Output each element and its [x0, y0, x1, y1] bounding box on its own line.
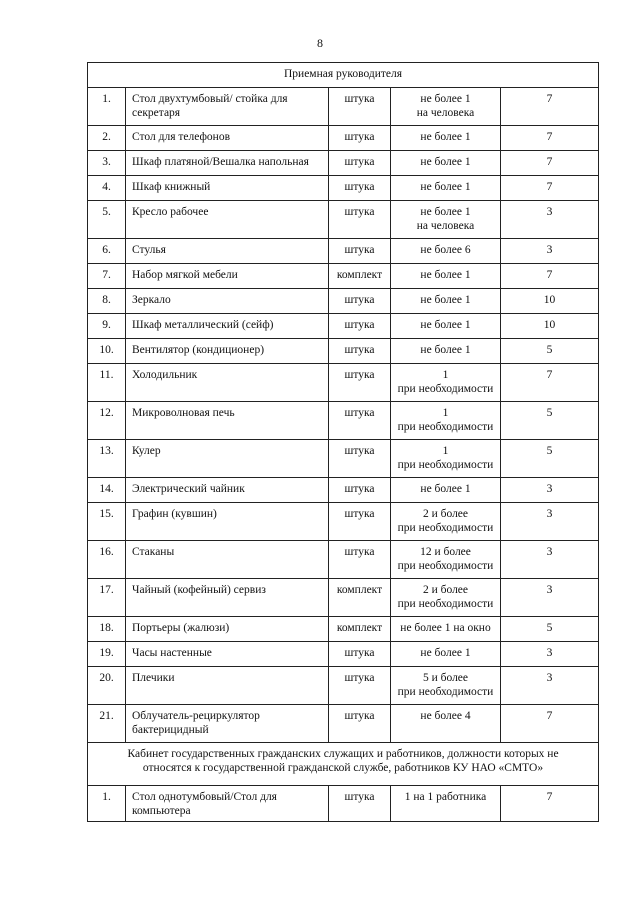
text-line: не более 6 — [420, 244, 471, 256]
text-line: Облучатель-рециркулятор — [132, 710, 260, 722]
item-quantity — [391, 402, 501, 440]
item-name — [126, 289, 329, 314]
row-number: 11. — [88, 364, 126, 402]
text-line: Стол однотумбовый/Стол для — [132, 791, 277, 803]
text-line: Шкаф книжный — [132, 181, 211, 193]
text-line: 1 на 1 работника — [404, 791, 487, 803]
item-name — [126, 402, 329, 440]
section-title — [88, 743, 599, 786]
item-service-life: 10 — [501, 314, 599, 339]
item-service-life: 3 — [501, 642, 599, 667]
item-name — [126, 176, 329, 201]
row-number: 3. — [88, 151, 126, 176]
text-line: Шкаф платяной/Вешалка напольная — [132, 156, 309, 168]
text-line: Зеркало — [132, 294, 171, 306]
item-service-life: 3 — [501, 541, 599, 579]
text-line: 1 — [442, 407, 449, 419]
text-line: Часы настенные — [132, 647, 212, 659]
item-service-life: 5 — [501, 339, 599, 364]
item-service-life: 3 — [501, 478, 599, 503]
section-header-row — [88, 63, 599, 88]
text-line: на человека — [416, 107, 475, 119]
text-line: не более 1 — [420, 156, 471, 168]
table-row — [88, 541, 599, 579]
text-line: бактерицидный — [132, 724, 209, 736]
table-row — [88, 339, 599, 364]
item-unit: штука — [329, 364, 391, 402]
text-line: Кулер — [132, 445, 161, 457]
row-number: 2. — [88, 126, 126, 151]
item-name — [126, 88, 329, 126]
item-name — [126, 478, 329, 503]
row-number: 17. — [88, 579, 126, 617]
item-name — [126, 786, 329, 822]
table-row — [88, 667, 599, 705]
item-service-life: 7 — [501, 705, 599, 743]
item-unit: штука — [329, 478, 391, 503]
item-service-life: 7 — [501, 264, 599, 289]
text-line: 2 и более — [422, 508, 469, 520]
row-number: 16. — [88, 541, 126, 579]
item-unit: штука — [329, 705, 391, 743]
item-quantity — [391, 503, 501, 541]
row-number: 7. — [88, 264, 126, 289]
section-title — [88, 63, 599, 88]
text-line: Стулья — [132, 244, 166, 256]
text-line: 5 и более — [422, 672, 469, 684]
text-line: Плечики — [132, 672, 175, 684]
text-line: Стаканы — [132, 546, 175, 558]
text-line: Стол двухтумбовый/ стойка для — [132, 93, 288, 105]
item-quantity — [391, 314, 501, 339]
item-name — [126, 440, 329, 478]
item-quantity — [391, 126, 501, 151]
table-row — [88, 705, 599, 743]
row-number: 6. — [88, 239, 126, 264]
item-quantity — [391, 440, 501, 478]
table-row — [88, 402, 599, 440]
text-line: не более 1 — [420, 93, 471, 105]
table-row — [88, 176, 599, 201]
text-line: при необходимости — [397, 459, 494, 471]
row-number: 21. — [88, 705, 126, 743]
text-line: не более 1 — [420, 206, 471, 218]
row-number: 4. — [88, 176, 126, 201]
text-line: при необходимости — [397, 421, 494, 433]
text-line: Приемная руководителя — [283, 68, 403, 80]
item-unit: штука — [329, 402, 391, 440]
text-line: Кабинет государственных гражданских служащих и работников, должности которых не — [127, 748, 559, 760]
table-row — [88, 786, 599, 822]
text-line: не более 1 — [420, 319, 471, 331]
table-row — [88, 440, 599, 478]
row-number: 19. — [88, 642, 126, 667]
item-name — [126, 339, 329, 364]
text-line: не более 1 — [420, 344, 471, 356]
table-row — [88, 289, 599, 314]
text-line: не более 1 — [420, 647, 471, 659]
item-service-life: 7 — [501, 176, 599, 201]
item-unit: штука — [329, 88, 391, 126]
text-line: при необходимости — [397, 383, 494, 395]
item-service-life: 5 — [501, 617, 599, 642]
item-service-life: 3 — [501, 579, 599, 617]
item-name — [126, 541, 329, 579]
table-row — [88, 88, 599, 126]
item-name — [126, 239, 329, 264]
table-row — [88, 364, 599, 402]
table-row — [88, 642, 599, 667]
item-service-life: 10 — [501, 289, 599, 314]
row-number: 1. — [88, 88, 126, 126]
item-unit: штука — [329, 541, 391, 579]
item-quantity — [391, 289, 501, 314]
row-number: 14. — [88, 478, 126, 503]
text-line: при необходимости — [397, 522, 494, 534]
item-unit: штука — [329, 201, 391, 239]
text-line: компьютера — [132, 805, 191, 817]
text-line: не более 1 на окно — [400, 622, 491, 634]
text-line: 2 и более — [422, 584, 469, 596]
item-service-life: 7 — [501, 151, 599, 176]
text-line: на человека — [416, 220, 475, 232]
item-service-life: 3 — [501, 503, 599, 541]
page-number: 8 — [317, 36, 323, 50]
item-quantity — [391, 264, 501, 289]
text-line: секретаря — [132, 107, 181, 119]
item-name — [126, 201, 329, 239]
item-unit: штука — [329, 176, 391, 201]
table-row — [88, 314, 599, 339]
item-service-life: 7 — [501, 126, 599, 151]
row-number: 8. — [88, 289, 126, 314]
text-line: при необходимости — [397, 598, 494, 610]
text-line: относятся к государственной гражданской службе, работников КУ НАО «СМТО» — [142, 762, 544, 774]
table-row — [88, 264, 599, 289]
item-unit: штука — [329, 503, 391, 541]
item-name — [126, 126, 329, 151]
row-number: 20. — [88, 667, 126, 705]
text-line: Портьеры (жалюзи) — [132, 622, 230, 634]
text-line: Микроволновая печь — [132, 407, 235, 419]
item-name — [126, 151, 329, 176]
item-service-life: 7 — [501, 88, 599, 126]
item-name — [126, 667, 329, 705]
item-name — [126, 579, 329, 617]
item-unit: штука — [329, 339, 391, 364]
text-line: при необходимости — [397, 560, 494, 572]
text-line: Кресло рабочее — [132, 206, 209, 218]
table-row — [88, 503, 599, 541]
item-service-life: 5 — [501, 440, 599, 478]
text-line: не более 1 — [420, 483, 471, 495]
text-line: Набор мягкой мебели — [132, 269, 238, 281]
item-service-life: 7 — [501, 364, 599, 402]
table-row — [88, 478, 599, 503]
item-quantity — [391, 151, 501, 176]
table-row — [88, 151, 599, 176]
text-line: Электрический чайник — [132, 483, 245, 495]
text-line: Холодильник — [132, 369, 198, 381]
text-line: не более 1 — [420, 181, 471, 193]
table-row — [88, 201, 599, 239]
item-quantity — [391, 364, 501, 402]
item-service-life: 3 — [501, 667, 599, 705]
item-unit: комплект — [329, 579, 391, 617]
text-line: Чайный (кофейный) сервиз — [132, 584, 266, 596]
text-line: при необходимости — [397, 686, 494, 698]
item-unit: штука — [329, 151, 391, 176]
item-quantity — [391, 239, 501, 264]
section-header-row — [88, 743, 599, 786]
table-row — [88, 617, 599, 642]
table-row — [88, 579, 599, 617]
item-unit: комплект — [329, 264, 391, 289]
item-unit: штука — [329, 642, 391, 667]
item-quantity — [391, 579, 501, 617]
item-quantity — [391, 88, 501, 126]
row-number: 1. — [88, 786, 126, 822]
item-quantity — [391, 201, 501, 239]
text-line: не более 1 — [420, 269, 471, 281]
text-line: 1 — [442, 445, 449, 457]
item-name — [126, 264, 329, 289]
item-unit: штука — [329, 786, 391, 822]
item-quantity — [391, 786, 501, 822]
row-number: 12. — [88, 402, 126, 440]
item-quantity — [391, 705, 501, 743]
text-line: не более 1 — [420, 294, 471, 306]
table-row — [88, 239, 599, 264]
item-quantity — [391, 642, 501, 667]
inventory-table — [87, 62, 599, 822]
row-number: 9. — [88, 314, 126, 339]
item-unit: штука — [329, 314, 391, 339]
item-name — [126, 314, 329, 339]
table-row — [88, 126, 599, 151]
item-quantity — [391, 667, 501, 705]
item-name — [126, 503, 329, 541]
item-unit: штука — [329, 239, 391, 264]
item-quantity — [391, 541, 501, 579]
item-service-life: 7 — [501, 786, 599, 822]
item-quantity — [391, 176, 501, 201]
item-service-life: 3 — [501, 239, 599, 264]
row-number: 10. — [88, 339, 126, 364]
item-quantity — [391, 478, 501, 503]
text-line: не более 4 — [420, 710, 471, 722]
text-line: не более 1 — [420, 131, 471, 143]
item-unit: штука — [329, 440, 391, 478]
text-line: Графин (кувшин) — [132, 508, 217, 520]
row-number: 18. — [88, 617, 126, 642]
text-line: 1 — [442, 369, 449, 381]
item-service-life: 3 — [501, 201, 599, 239]
text-line: Шкаф металлический (сейф) — [132, 319, 274, 331]
text-line: Вентилятор (кондиционер) — [132, 344, 265, 356]
row-number: 15. — [88, 503, 126, 541]
item-name — [126, 364, 329, 402]
item-service-life: 5 — [501, 402, 599, 440]
row-number: 13. — [88, 440, 126, 478]
item-quantity — [391, 617, 501, 642]
text-line: 12 и более — [420, 546, 471, 558]
item-name — [126, 642, 329, 667]
item-unit: штука — [329, 667, 391, 705]
item-quantity — [391, 339, 501, 364]
item-name — [126, 617, 329, 642]
item-unit: штука — [329, 289, 391, 314]
item-unit: штука — [329, 126, 391, 151]
item-name — [126, 705, 329, 743]
inventory-table-body — [88, 63, 599, 822]
item-unit: комплект — [329, 617, 391, 642]
row-number: 5. — [88, 201, 126, 239]
text-line: Стол для телефонов — [132, 131, 231, 143]
